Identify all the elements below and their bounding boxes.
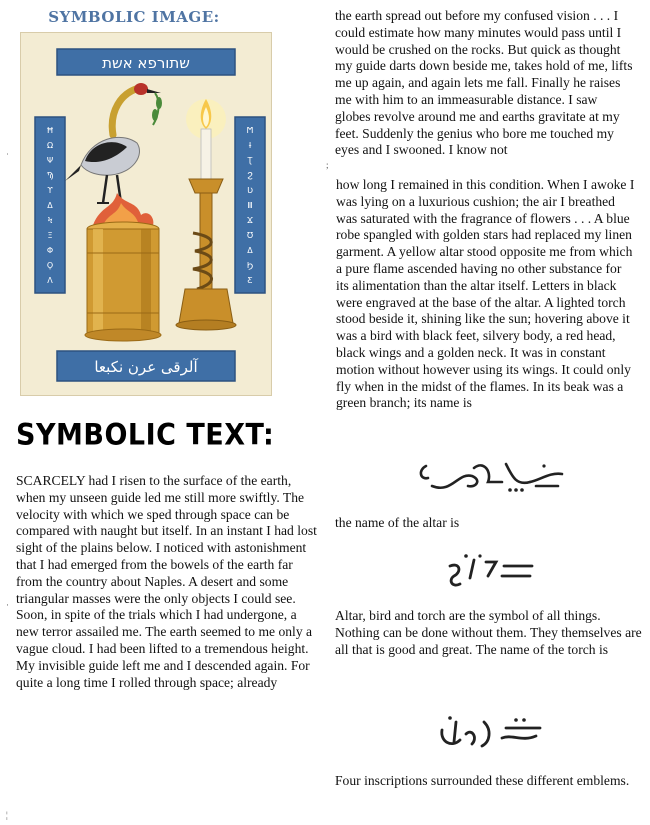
svg-text:Ϻ: Ϻ: [246, 126, 254, 135]
svg-text:Ϡ: Ϡ: [46, 171, 54, 180]
scan-mark: ʾ: [6, 152, 9, 162]
symbolic-image-title: SYMBOLIC IMAGE:: [48, 8, 220, 26]
svg-text:Ψ: Ψ: [46, 156, 54, 165]
svg-text:Ʋ: Ʋ: [247, 186, 253, 195]
right-paragraph-2: the name of the altar is: [335, 515, 460, 530]
scan-mark: ·: [6, 600, 9, 610]
hebrew-banner: [57, 49, 235, 75]
right-paragraph-3: Altar, bird and torch are the symbol of all things. Nothing can be done without them. They themselves are all that is good and great. The name of the torch is: [335, 608, 642, 657]
right-paragraph-4: Four inscriptions surrounded these different emblems.: [335, 773, 630, 788]
right-paragraph-1: the earth spread out before my confused vision . . . I could estimate how many minutes would pass until I would be crushed on the rocks. But quick as thought my guide darts down beside me, takes hold of me, lifts me up again, and again lets me fall. Finally he raises me with him to an immeasurable distance. I saw globes revolve around me and earths gravitate at my feet. Suddenly the genius who bore me touched my eyes and I swooned. I know not: [335, 8, 633, 158]
left-body-paragraph: SCARCELY had I risen to the surface of the earth, when my unseen guide led me still more swiftly. The velocity with which we sped through space can be compared with naught but itself. In an instant I had lost sight of the plains below. I noticed with astonishment that I had emerged from the bowels of the earth far from the country about Naples. A desert and some triangular masses were the only objects I could see. Soon, in spite of the trials which I had undergone, a new terror assailed me. The earth seemed to me only a vague cloud. I had been lifted to a tremendous height. My invisible guide left me and I descended again. For quite a long time I rolled through space; already: [16, 473, 317, 690]
svg-text:Ħ: Ħ: [46, 126, 54, 135]
svg-text:ϒ: ϒ: [47, 186, 53, 195]
svg-text:Ϟ: Ϟ: [47, 216, 53, 225]
left-inscription-panel: [35, 117, 65, 293]
svg-text:Ϩ: Ϩ: [247, 171, 253, 180]
right-paragraph-1-continued: how long I remained in this condition. When I awoke I was lying on a luxurious cushion; the air I breathed was saturated with the fragrance of flowers . . . A blue robe spangled with golden stars had replaced my linen garment. A yellow altar stood opposite me from which a pure flame ascended having no other substance for its alimentation than the altar itself. Letters in black were engraved at the base of the altar. A lighted torch stood beside it, shining like the sun; hovering above it was a bird with black feet, silvery body, a red head, black wings and a golden neck. It was in constant motion without however using its wings. It could only fly when in the midst of the flames. In its beak was a green branch; its name is: [336, 177, 635, 411]
arabic-banner-text: آلرقی عرن نکبعا: [94, 358, 198, 376]
scan-mark: ;: [326, 160, 329, 170]
svg-text:Ϧ: Ϧ: [246, 261, 254, 270]
symbolic-image-plate: [20, 32, 272, 396]
svg-text:Φ: Φ: [46, 246, 54, 255]
svg-text:Ɨ: Ɨ: [248, 141, 252, 150]
arabic-banner: [57, 351, 235, 381]
svg-text:Δ: Δ: [47, 201, 53, 210]
hebrew-banner-text: שתורפא אשת: [102, 54, 190, 72]
svg-text:Ʈ: Ʈ: [247, 156, 253, 165]
svg-text:Ξ: Ξ: [47, 231, 53, 240]
torch-candlestick: [176, 99, 236, 330]
bird-name-glyph: [412, 452, 572, 500]
torch-name-glyph: [432, 708, 552, 756]
svg-text:Ʊ: Ʊ: [246, 231, 254, 240]
svg-text:Ω: Ω: [46, 141, 54, 150]
right-inscription-panel: [235, 117, 265, 293]
svg-text:Ϙ: Ϙ: [46, 261, 54, 270]
svg-text:Ⅲ: Ⅲ: [247, 201, 253, 210]
altar-flame: [93, 193, 153, 225]
bird-illustration: [65, 83, 162, 203]
golden-altar: [85, 222, 161, 341]
svg-text:Ƹ: Ƹ: [247, 276, 253, 285]
scan-mark: ¦: [6, 810, 8, 820]
svg-text:Λ: Λ: [47, 276, 53, 285]
symbolic-text-heading: SYMBOLIC TEXT:: [16, 418, 275, 453]
altar-name-glyph: [440, 548, 540, 590]
svg-text:Δ: Δ: [247, 246, 253, 255]
svg-text:Ϫ: Ϫ: [246, 216, 254, 225]
